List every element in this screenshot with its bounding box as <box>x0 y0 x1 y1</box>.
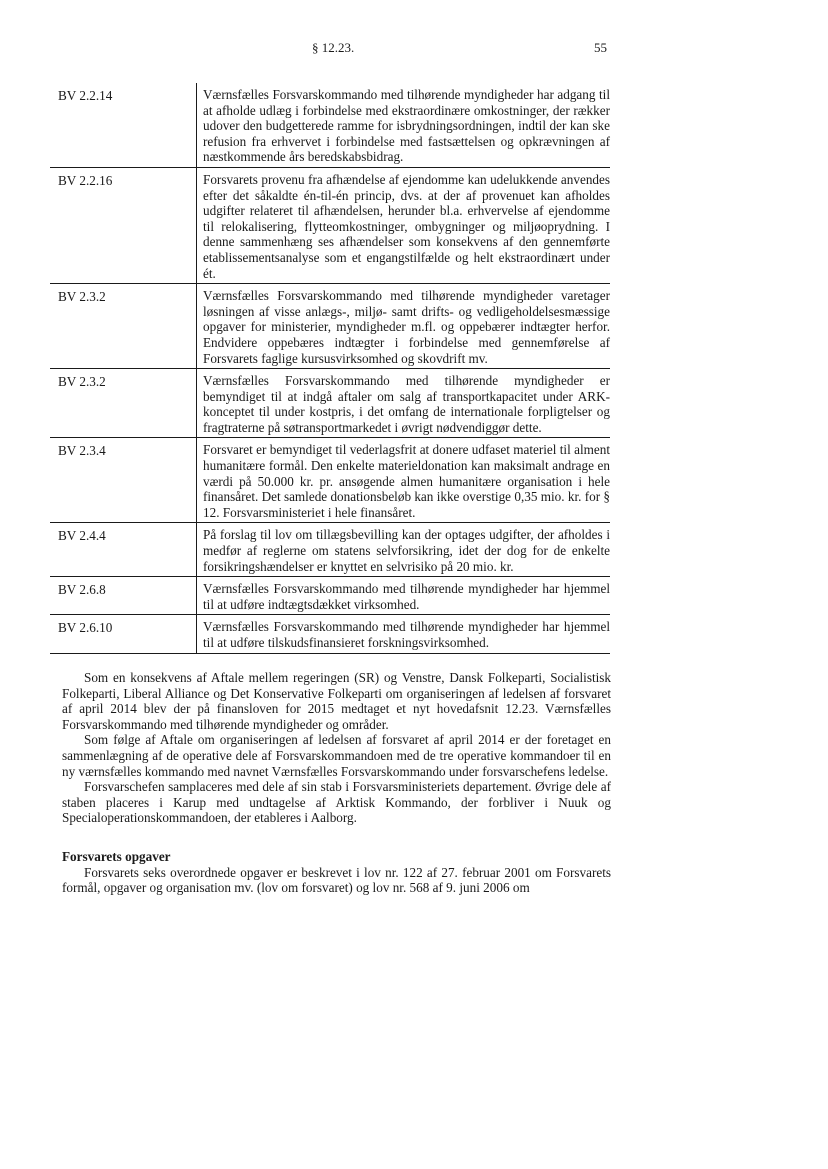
table-row <box>50 369 610 438</box>
provision-code: BV 2.4.4 <box>58 528 106 544</box>
table-row <box>50 523 610 577</box>
provision-code: BV 2.6.10 <box>58 620 113 636</box>
paragraph: Forsvarschefen samplaceres med dele af sin stab i Forsvarsministeriets departement. Øvrige dele af staben placeres i Karup med undtagelse af Arktisk Kommando, der forbliver i Nuuk og Specialoperationskommandoen, der etableres i Aalborg. <box>62 779 611 826</box>
page-number: 55 <box>594 40 607 55</box>
section-reference: § 12.23. <box>312 40 355 55</box>
table-row <box>50 615 610 653</box>
table-row <box>50 577 610 615</box>
provision-code: BV 2.3.4 <box>58 443 106 459</box>
provision-text: Værnsfælles Forsvarskommando med tilhørende myndigheder er bemyndiget til at indgå aftaler om salg af transportkapacitet under ARK-konceptet til under kostpris, i det omfang de internationale forpligtelser og fragtraterne på søtransportmarkedet i øvrigt nødvendiggør dette. <box>196 369 610 437</box>
budget-provisions-table <box>50 83 610 654</box>
provision-code: BV 2.6.8 <box>58 582 106 598</box>
paragraph: Forsvarets seks overordnede opgaver er beskrevet i lov nr. 122 af 27. februar 2001 om Forsvarets formål, opgaver og organisation mv. (lov om forsvaret) og lov nr. 568 af 9. juni 2006 om <box>62 864 611 896</box>
body-text <box>62 670 611 896</box>
provision-text: På forslag til lov om tillægsbevilling kan der optages udgifter, der afholdes i medfør af reglerne om statens selvforsikring, idet der dog for de enkelte forsikringshændelser er knyttet en selvrisiko på 20 mio. kr. <box>196 523 610 576</box>
provision-text: Værnsfælles Forsvarskommando med tilhørende myndigheder har adgang til at afholde udlæg i forbindelse med ekstraordinære omkostninger, der rækker udover den budgetterede ramme for isbrydningsordningen, indtil der kan ske refusion fra erhvervet i forbindelse med fastsættelsen og opkrævningen af næstkommende års beredskabsbidrag. <box>196 83 610 167</box>
provision-text: Forsvaret er bemyndiget til vederlagsfrit at donere udfaset materiel til alment humanitære formål. Den enkelte materieldonation kan maksimalt andrage en værdi på 50.000 kr. pr. ansøgende almen humanitære organisation i hele finansåret. Det samlede donationsbeløb kan ikke overstige 0,35 mio. kr. for § 12. Forsvarsministeriet i hele finansåret. <box>196 438 610 522</box>
paragraph: Som en konsekvens af Aftale mellem regeringen (SR) og Venstre, Dansk Folkeparti, Socialistisk Folkeparti, Liberal Alliance og Det Konservative Folkeparti om organiseringen af ledelsen af forsvaret af april 2014 blev der på finansloven for 2015 medtaget et nyt hovedafsnit 12.23. Værnsfælles Forsvarskommando med tilhørende myndigheder og områder. <box>62 670 611 732</box>
provision-text: Værnsfælles Forsvarskommando med tilhørende myndigheder varetager løsningen af visse anlægs-, miljø- samt drifts- og vedligeholdelsesmæssige opgaver for ministerier, myndigheder m.fl. og oppebærer indtægter herfor. Endvidere oppebæres indtægter i forbindelse med gennemførelse af Forsvarets faglige kursusvirksomhed og skovdrift mv. <box>196 284 610 368</box>
table-row <box>50 284 610 369</box>
provision-code: BV 2.3.2 <box>58 374 106 390</box>
provision-text: Forsvarets provenu fra afhændelse af ejendomme kan udelukkende anvendes efter det såkaldte én-til-én princip, dvs. at der af provenuet kan afholdes udgifter relateret til afhændelsen, herunder bl.a. erhvervelse af ejendomme til relokalisering, flytteomkostninger, ombygninger og miljøoprydning. I denne sammenhæng ses afhændelser som konsekvens af den gennemførte etablissementsanalyse som et engangstilfælde og helt ekstraordinært under ét. <box>196 168 610 283</box>
provision-text: Værnsfælles Forsvarskommando med tilhørende myndigheder har hjemmel til at udføre indtægtsdækket virksomhed. <box>196 577 610 614</box>
table-row <box>50 438 610 523</box>
provision-code: BV 2.2.14 <box>58 88 113 103</box>
provision-code: BV 2.3.2 <box>58 289 106 305</box>
provision-code: BV 2.2.16 <box>58 172 113 188</box>
page-header <box>0 40 828 58</box>
section-heading: Forsvarets opgaver <box>62 848 171 864</box>
provision-text: Værnsfælles Forsvarskommando med tilhørende myndigheder har hjemmel til at udføre tilskudsfinansieret forskningsvirksomhed. <box>196 615 610 652</box>
table-row <box>50 83 610 168</box>
paragraph: Som følge af Aftale om organiseringen af ledelsen af forsvaret af april 2014 er der foretaget en sammenlægning af de operative dele af Forsvarskommandoen med de tre operative kommandoer til en ny værnsfælles kommando med navnet Værnsfælles Forsvarskommando under forsvarschefens ledelse. <box>62 732 611 779</box>
table-row <box>50 168 610 284</box>
